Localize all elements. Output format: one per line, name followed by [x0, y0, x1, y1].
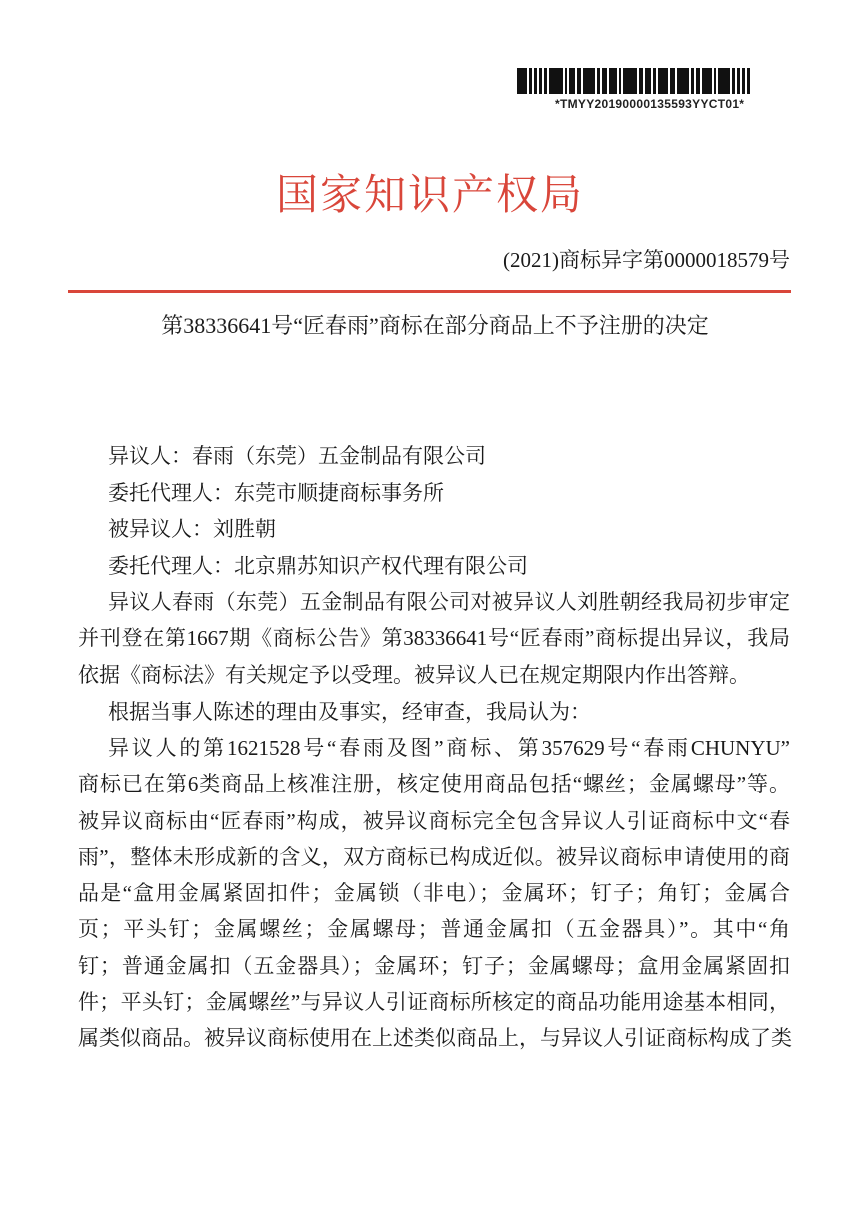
barcode-bar	[539, 68, 542, 94]
body-line: 根据当事人陈述的理由及事实，经审查，我局认为：	[108, 700, 591, 724]
barcode-bar	[529, 68, 532, 94]
barcode-bar	[696, 68, 700, 94]
body-line: 并刊登在第1667期《商标公告》第38336641号“匠春雨”商标提出异议，我局	[78, 626, 790, 650]
body-line: 页；平头钉；金属螺丝；金属螺母；普通金属扣（五金器具）”。其中“角	[78, 917, 790, 941]
barcode-bar	[702, 68, 712, 94]
barcode-bar	[602, 68, 607, 94]
body-line: 件；平头钉；金属螺丝”与异议人引证商标所核定的商品功能用途基本相同，	[78, 990, 790, 1014]
body-line: 被异议商标由“匠春雨”构成，被异议商标完全包含异议人引证商标中文“春	[78, 809, 790, 833]
barcode-bar	[645, 68, 651, 94]
document-title: 第38336641号“匠春雨”商标在部分商品上不予注册的决定	[161, 313, 709, 338]
red-divider	[68, 290, 791, 293]
barcode-bar	[549, 68, 563, 94]
barcode-bar	[670, 68, 675, 94]
barcode-bar	[742, 68, 745, 94]
barcode-bar	[677, 68, 689, 94]
body-line: 雨”，整体未形成新的含义，双方商标已构成近似。被异议商标申请使用的商	[78, 845, 790, 869]
agency-header: 国家知识产权局	[275, 173, 584, 219]
barcode	[517, 68, 782, 94]
document-number: (2021)商标异字第0000018579号	[503, 248, 790, 272]
barcode-bar	[639, 68, 643, 94]
party-opponent: 异议人：春雨（东莞）五金制品有限公司	[108, 444, 486, 468]
barcode-bar	[737, 68, 740, 94]
barcode-bar	[653, 68, 656, 94]
barcode-bar	[658, 68, 668, 94]
barcode-bar	[534, 68, 537, 94]
body-line: 依据《商标法》有关规定予以受理。被异议人已在规定期限内作出答辩。	[78, 663, 750, 687]
barcode-text: *TMYY20190000135593YYCT01*	[555, 97, 745, 111]
barcode-bar	[565, 68, 567, 94]
party-opponent-agent: 委托代理人：东莞市顺捷商标事务所	[108, 481, 444, 505]
barcode-bar	[691, 68, 694, 94]
barcode-bar	[597, 68, 600, 94]
barcode-bar	[544, 68, 547, 94]
barcode-bar	[732, 68, 735, 94]
barcode-bar	[569, 68, 575, 94]
barcode-bar	[577, 68, 581, 94]
body-line: 异议人春雨（东莞）五金制品有限公司对被异议人刘胜朝经我局初步审定	[108, 590, 790, 614]
body-line: 钉；普通金属扣（五金器具）；金属环；钉子；金属螺母；盒用金属紧固扣	[78, 954, 790, 978]
barcode-bar	[714, 68, 716, 94]
party-respondent: 被异议人：刘胜朝	[108, 517, 276, 541]
barcode-bar	[718, 68, 730, 94]
barcode-bar	[619, 68, 621, 94]
barcode-bar	[747, 68, 750, 94]
body-line: 品是“盒用金属紧固扣件；金属锁（非电）；金属环；钉子；角钉；金属合	[78, 881, 790, 905]
body-line: 属类似商品。被异议商标使用在上述类似商品上，与异议人引证商标构成了类	[78, 1026, 792, 1050]
body-line: 商标已在第6类商品上核准注册，核定使用商品包括“螺丝；金属螺母”等。	[78, 772, 790, 796]
body-line: 异议人的第1621528号“春雨及图”商标、第357629号“春雨CHUNYU”	[108, 736, 790, 760]
barcode-bar	[609, 68, 617, 94]
party-respondent-agent: 委托代理人：北京鼎苏知识产权代理有限公司	[108, 554, 528, 578]
barcode-bar	[623, 68, 637, 94]
barcode-bar	[583, 68, 595, 94]
barcode-bar	[517, 68, 527, 94]
